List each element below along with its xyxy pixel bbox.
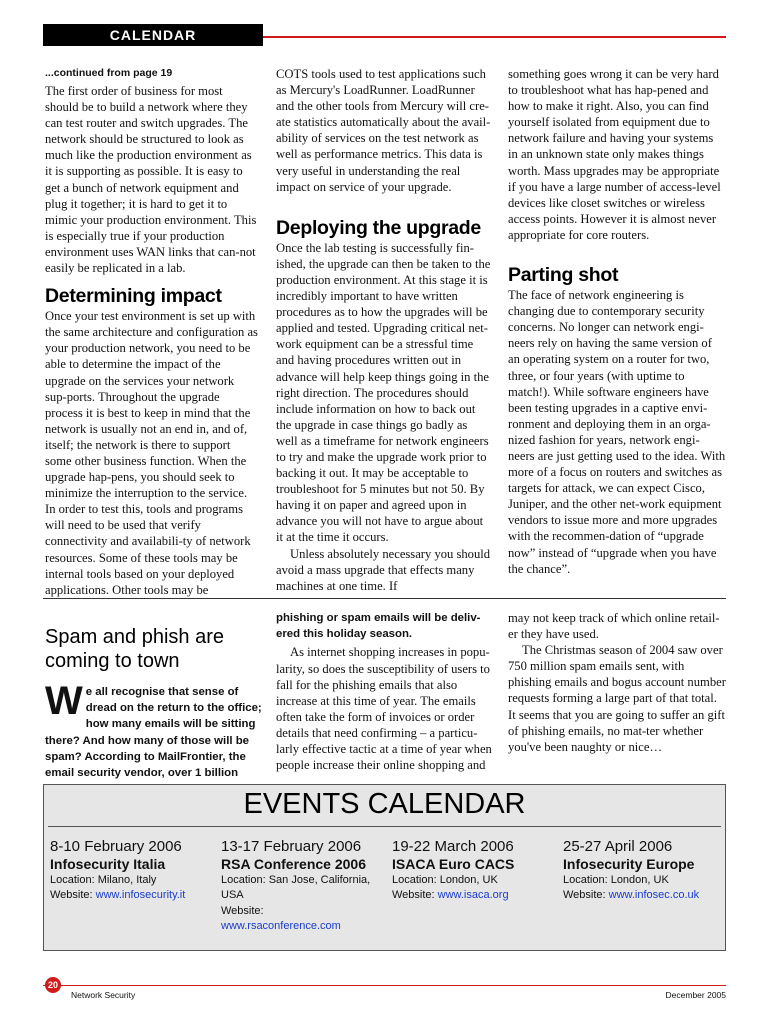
events-title-rule xyxy=(48,826,721,827)
spam-column-2 xyxy=(276,610,492,773)
spam-article-title: Spam and phish are coming to town xyxy=(45,626,225,672)
article-column-3 xyxy=(508,66,726,577)
article-paragraph: Once your test environment is set up with the same architecture and configuration as your production network, you need to be able to determine the impact of the upgrade on the services your network sup-ports. Throughout the upgrade process it is best to keep in mind that the network is usually not an end in, and of, itself; the network is there to support some other business function. When the upgrade hap-pens, you should seek to minimize the interruption to the service. In order to test this, tools and programs will need to be used that verify connectivity and availabili-ty of network resources. Some of these tools may be internal tools based on your deployed applications. Other tools may be xyxy=(45,309,258,597)
spam-paragraph: The Christmas season of 2004 saw over 750 million spam emails sent, with phishing emails and bogus account number requests forming a large part of that total. It seems that you are going to suffer an gift of phishing emails, no mat-ter whether you've been naughty or nice… xyxy=(508,643,726,754)
section-divider xyxy=(43,598,726,599)
spam-paragraph: may not keep track of which online retail-er they have used. xyxy=(508,611,720,642)
event-date: 19-22 March 2006 xyxy=(392,838,514,855)
heading-determining-impact: Determining impact xyxy=(45,285,222,308)
footer-publication: Network Security xyxy=(71,990,136,1000)
event-name: ISACA Euro CACS xyxy=(392,856,515,872)
spam-column-3 xyxy=(508,610,726,755)
footer-rule xyxy=(43,985,726,986)
event-name: RSA Conference 2006 xyxy=(221,856,366,872)
event-website-link[interactable]: www.infosec.co.uk xyxy=(608,889,700,902)
article-column-2 xyxy=(276,66,492,594)
event-date: 8-10 February 2006 xyxy=(50,838,182,855)
spam-lead-continued: phishing or spam emails will be deliv-ered this holiday season. xyxy=(276,612,481,641)
event-website: Website: www.rsaconference.com xyxy=(221,904,341,932)
event-website: Website: www.infosecurity.it xyxy=(50,889,186,902)
article-column-1 xyxy=(45,66,259,598)
event-location: Location: London, UK xyxy=(563,874,669,886)
event-item xyxy=(50,838,215,904)
page-number-badge: 20 xyxy=(45,977,61,993)
event-website: Website: www.isaca.org xyxy=(392,889,509,902)
heading-deploying-upgrade: Deploying the upgrade xyxy=(276,216,481,239)
spam-intro-text: e all recognise that sense of dread on the return to the office; how many emails will be sitting there? And how many of those will be spam? According to MailFrontier, the email security vendor, over 1 billion xyxy=(45,686,262,780)
heading-parting-shot: Parting shot xyxy=(508,264,619,287)
event-location: Location: London, UK xyxy=(392,874,498,886)
event-item xyxy=(563,838,728,904)
spam-paragraph: As internet shopping increases in popu-larity, so does the susceptibility of users to fall for the phishing emails that also increase at this time of year. The emails often take the form of invoices or order details that need confirming – a particu-larly effective tactic at a time of year when people increase their online shopping and xyxy=(276,645,492,773)
event-location: Location: San Jose, California, USA xyxy=(221,874,371,902)
article-paragraph: Once the lab testing is successfully fin-ished, the upgrade can then be taken to the production environment. At this stage it is incredibly important to have written procedures as to how the upgrades will be applied and tested. Upgrading critical net-work equipment can be a stressful time and having procedures written out in advance will help keep things going in the right direction. The procedures should include information on how to back out the upgrade in case things go badly as well as a timeframe for network engineers to try and make the upgrade work prior to backing it out. It may be acceptable to troubleshoot for 5 minutes but not 50. By having it on paper and agreed upon in advance you will not have to argue about it at the time it occurs. xyxy=(276,240,491,545)
article-paragraph: COTS tools used to test applications such as Mercury's LoadRunner. LoadRunner and the other tools from Mercury will cre-ate statistics automatically about the avail-ability of services on the test network as well as performance metrics. This data is very useful in understanding the real impact on service of your upgrade. xyxy=(276,67,491,194)
article-paragraph: The face of network engineering is changing due to contemporary security concerns. No longer can network engi-neers rely on having the same version of an operating system on a router for two, three, or four years (with uptime to match!). While software engineers have been testing upgrades in a captive envi-ronment and deploying them in an orga-nized fashion for years, network engi-neers are just getting used to the idea. With more of a focus on routers and switches as targets for attack, we can expect Cisco, Juniper, and the other net-work equipment vendors to issue more and more upgrades with the recommen-dation of “upgrade now” instead of “upgrade when you have the chance”. xyxy=(508,288,726,576)
events-calendar-title: EVENTS CALENDAR xyxy=(243,788,526,820)
event-website: Website: www.infosec.co.uk xyxy=(563,889,700,902)
event-website-link[interactable]: www.rsaconference.com xyxy=(221,919,341,932)
section-label: CALENDAR xyxy=(43,24,263,46)
continued-note: ...continued from page 19 xyxy=(45,67,173,79)
article-paragraph: The first order of business for most should be to build a network where they can test router and switch upgrades. The network should be structured to look as much like the production environment as it is supporting as possible. It is easy to get a bunch of network equipment and plug it together; it is hard to get it to mimic your production environment. This is especially true if your production environment uses WAN links that can-not easily be replicated in a lab. xyxy=(45,84,257,276)
drop-cap: W xyxy=(45,679,83,723)
event-date: 25-27 April 2006 xyxy=(563,838,673,855)
event-location: Location: Milano, Italy xyxy=(50,874,157,886)
event-website-link[interactable]: www.infosecurity.it xyxy=(95,889,186,902)
event-date: 13-17 February 2006 xyxy=(221,838,362,855)
spam-intro xyxy=(45,679,267,781)
event-name: Infosecurity Italia xyxy=(50,856,166,872)
event-name: Infosecurity Europe xyxy=(563,856,695,872)
event-website-link[interactable]: www.isaca.org xyxy=(437,889,509,902)
article-paragraph: something goes wrong it can be very hard to troubleshoot what has hap-pened and how to make it right. Also, you can find yourself isolated from equipment due to network failure and having your systems in an unknown state only makes things worth. Mass upgrades may be appropriate if you have a large number of access-level devices like closet switches or wireless access points. However it is almost never appropriate for core routers. xyxy=(508,67,721,242)
footer-date: December 2005 xyxy=(665,990,726,1000)
article-paragraph: Unless absolutely necessary you should avoid a mass upgrade that effects many machines at one time. If xyxy=(276,546,491,593)
event-item xyxy=(392,838,557,904)
event-item xyxy=(221,838,386,934)
